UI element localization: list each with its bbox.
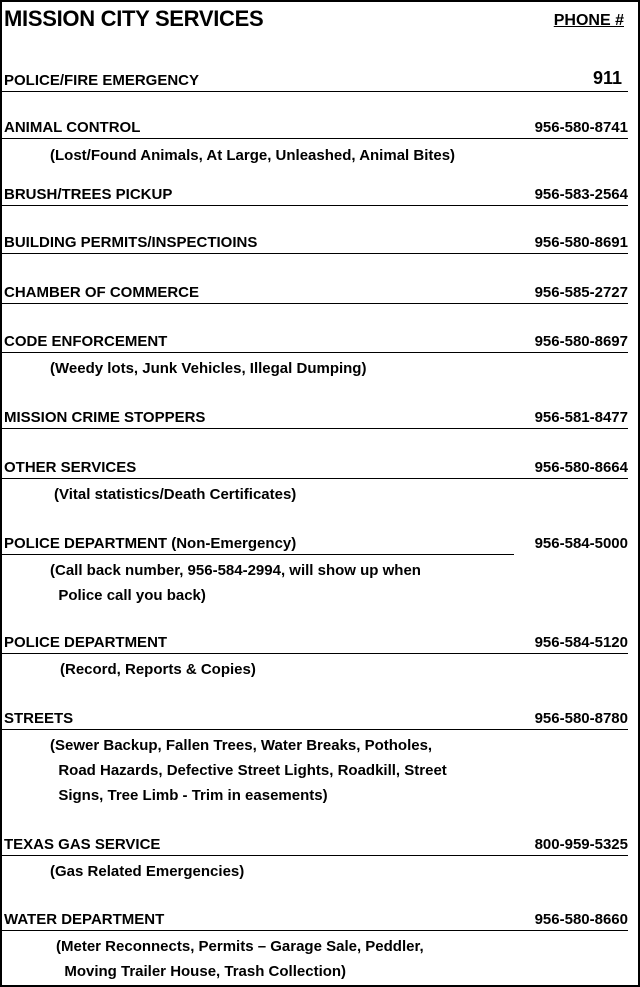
service-phone: 956-580-8780 [534, 710, 628, 727]
service-label: STREETS [4, 710, 74, 727]
service-label: TEXAS GAS SERVICE [4, 836, 161, 853]
service-phone: 956-580-8664 [534, 459, 628, 476]
service-phone: 956-580-8691 [534, 234, 628, 251]
underline-rule [2, 253, 628, 254]
service-phone: 956-580-8697 [534, 333, 628, 350]
service-label: MISSION CRIME STOPPERS [4, 409, 206, 426]
service-phone: 956-584-5120 [534, 634, 628, 651]
underline-rule [2, 855, 628, 856]
service-label: POLICE DEPARTMENT [4, 634, 168, 651]
service-phone: 956-584-5000 [534, 535, 628, 552]
service-note: (Record, Reports & Copies) [60, 661, 256, 678]
service-phone: 956-581-8477 [534, 409, 628, 426]
service-note: (Call back number, 956-584-2994, will show up when Police call you back) [50, 562, 421, 604]
service-label: POLICE/FIRE EMERGENCY [4, 72, 200, 89]
service-label: BRUSH/TREES PICKUP [4, 186, 173, 203]
service-label: WATER DEPARTMENT [4, 911, 165, 928]
underline-rule [2, 91, 628, 92]
underline-rule [2, 303, 628, 304]
service-phone: 956-580-8741 [534, 119, 628, 136]
underline-rule [2, 138, 628, 139]
service-phone: 956-583-2564 [534, 186, 628, 203]
service-note: (Weedy lots, Junk Vehicles, Illegal Dumping) [50, 360, 367, 377]
underline-rule [2, 729, 628, 730]
service-note: (Gas Related Emergencies) [50, 863, 245, 880]
phone-column-header: PHONE # [553, 12, 624, 29]
underline-rule [2, 554, 514, 555]
underline-rule [2, 205, 628, 206]
service-phone: 956-585-2727 [534, 284, 628, 301]
service-label: OTHER SERVICES [4, 459, 137, 476]
service-note: (Vital statistics/Death Certificates) [54, 486, 297, 503]
service-label: CODE ENFORCEMENT [4, 333, 168, 350]
service-phone: 956-580-8660 [534, 911, 628, 928]
underline-rule [2, 653, 628, 654]
underline-rule [2, 352, 628, 353]
service-label: ANIMAL CONTROL [4, 119, 141, 136]
underline-rule [2, 930, 628, 931]
underline-rule [2, 428, 628, 429]
service-note: (Lost/Found Animals, At Large, Unleashed, Animal Bites) [50, 147, 456, 164]
service-label: CHAMBER OF COMMERCE [4, 284, 199, 301]
service-label: BUILDING PERMITS/INSPECTIOINS [4, 234, 258, 251]
service-phone: 911 [592, 68, 622, 88]
service-label: POLICE DEPARTMENT (Non-Emergency) [4, 535, 297, 552]
service-note: (Meter Reconnects, Permits – Garage Sale, Peddler, Moving Trailer House, Trash Collection) [56, 938, 424, 980]
page-title: MISSION CITY SERVICES [4, 6, 264, 31]
underline-rule [2, 478, 628, 479]
service-phone: 800-959-5325 [534, 836, 628, 853]
service-note: (Sewer Backup, Fallen Trees, Water Breaks, Potholes, Road Hazards, Defective Street Lights, Roadkill, Street Signs, Tree Limb - Trim in easements) [50, 737, 447, 804]
